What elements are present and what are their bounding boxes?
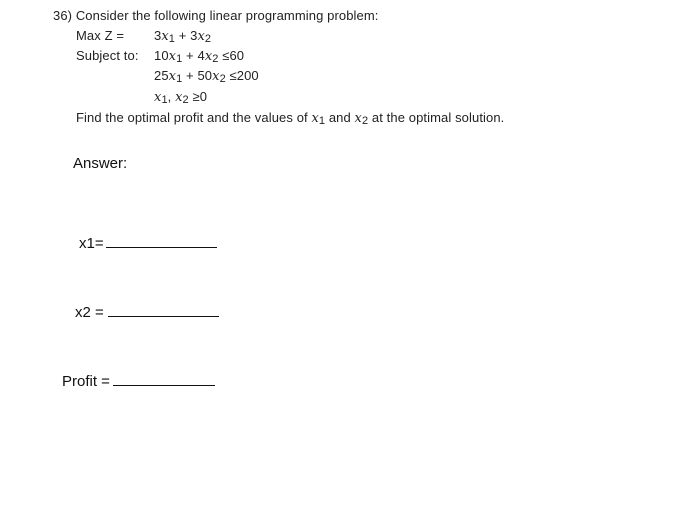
x2-answer-blank[interactable] bbox=[108, 302, 219, 317]
constraint-1: 10x1 + 4x2 ≤60 bbox=[154, 48, 245, 65]
profit-answer-row bbox=[62, 371, 215, 390]
constraint-2: 25x1 + 50x2 ≤200 bbox=[154, 68, 259, 85]
profit-answer-blank[interactable] bbox=[113, 371, 215, 386]
question-number: 36) bbox=[53, 8, 73, 23]
x1-answer-blank[interactable] bbox=[106, 233, 217, 248]
constraints-label: Subject to: bbox=[76, 48, 139, 63]
nonnegativity-constraint: x1, x2 ≥0 bbox=[154, 89, 208, 106]
find-instruction: Find the optimal profit and the values of x1 and x2 at the optimal solution. bbox=[76, 110, 505, 127]
x1-label: x1= bbox=[79, 235, 104, 252]
answer-heading: Answer: bbox=[73, 155, 128, 172]
x2-answer-row bbox=[75, 302, 219, 321]
question-prompt: Consider the following linear programming problem: bbox=[75, 8, 379, 23]
objective-label: Max Z = bbox=[76, 28, 125, 43]
question-line bbox=[53, 8, 379, 23]
x2-label: x2 = bbox=[75, 304, 104, 321]
x1-answer-row bbox=[79, 233, 217, 252]
profit-label: Profit = bbox=[62, 373, 110, 390]
objective-function: 3x1 + 3x2 bbox=[154, 28, 212, 45]
